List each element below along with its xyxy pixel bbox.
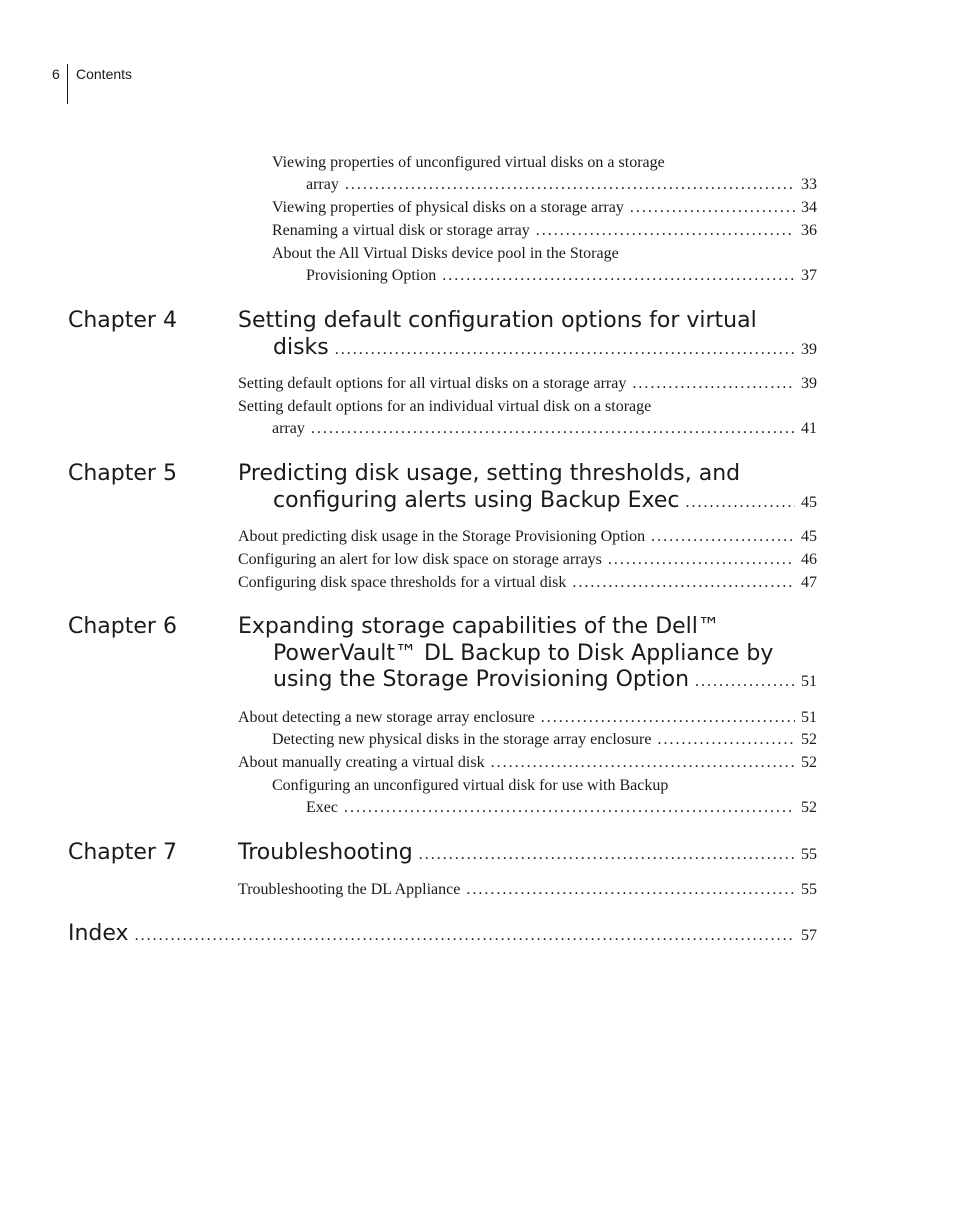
toc-entry[interactable] xyxy=(238,879,817,901)
chapter-label: Chapter 4 xyxy=(68,308,177,333)
toc-entry[interactable] xyxy=(238,572,817,594)
dot-leader xyxy=(657,729,795,751)
dot-leader xyxy=(311,418,795,440)
toc-entry-last-line xyxy=(238,707,817,729)
toc-page-number: 47 xyxy=(801,574,817,591)
toc-entry-last-line xyxy=(272,174,817,196)
dot-leader xyxy=(135,927,795,945)
chapter-title-text: Predicting disk usage, setting thresholds, and xyxy=(238,461,741,486)
toc-page-number: 46 xyxy=(801,551,817,568)
chapter-title-last-line xyxy=(238,488,817,517)
toc-entry-text: About predicting disk usage in the Storage Provisioning Option xyxy=(238,528,646,545)
toc-entry[interactable] xyxy=(272,220,817,242)
toc-entry[interactable] xyxy=(238,526,817,548)
toc-entry-text: Detecting new physical disks in the storage array enclosure xyxy=(272,731,652,748)
toc-page-number: 41 xyxy=(801,420,817,437)
chapter-label: Chapter 6 xyxy=(68,614,177,639)
dot-leader xyxy=(632,373,795,395)
toc-entry-last-line xyxy=(238,572,817,594)
chapter-label: Chapter 5 xyxy=(68,461,177,486)
chapter-label: Chapter 7 xyxy=(68,840,177,865)
index-label: Index xyxy=(68,921,129,946)
chapter-title-last-line xyxy=(238,667,817,696)
toc-entry-last-line xyxy=(238,418,817,440)
toc-entry-text: Viewing properties of physical disks on a storage array xyxy=(272,199,624,216)
toc-page-number: 51 xyxy=(801,709,817,726)
toc-entry-text: About the All Virtual Disks device pool in the Storage xyxy=(272,245,619,262)
toc-entry-last-line xyxy=(272,797,817,819)
chapter-title-last-line xyxy=(238,840,817,869)
toc-entry[interactable] xyxy=(238,373,817,395)
dot-leader xyxy=(442,265,795,287)
toc-page-number: 34 xyxy=(801,199,817,216)
toc-entry[interactable] xyxy=(238,396,817,440)
dot-leader xyxy=(536,220,795,242)
chapter-title[interactable] xyxy=(238,461,817,516)
toc-entry-text: About manually creating a virtual disk xyxy=(238,754,485,771)
dot-leader xyxy=(541,707,795,729)
dot-leader xyxy=(695,669,795,696)
toc-entry-text: Provisioning Option xyxy=(306,267,437,284)
chapter-title-text: using the Storage Provisioning Option xyxy=(273,667,690,692)
toc-entry-last-line xyxy=(272,265,817,287)
toc-entry-text: About detecting a new storage array enclosure xyxy=(238,709,535,726)
dot-leader xyxy=(686,490,795,517)
chapter-title-text: disks xyxy=(273,334,329,360)
toc-page-number: 52 xyxy=(801,799,817,816)
chapter-page-number: 55 xyxy=(801,846,817,863)
toc-entry-text: Configuring an unconfigured virtual disk for use with Backup xyxy=(272,777,669,794)
toc-entry-text: Troubleshooting the DL Appliance xyxy=(238,881,461,898)
toc-entry-last-line xyxy=(238,549,817,571)
toc-entry[interactable] xyxy=(272,152,817,196)
dot-leader xyxy=(651,526,795,548)
toc-page-number: 52 xyxy=(801,754,817,771)
running-header-title: Contents xyxy=(76,66,133,82)
toc-page-number: 37 xyxy=(801,267,817,284)
chapter-title-last-line xyxy=(238,335,817,364)
toc-entry-last-line xyxy=(238,526,817,548)
toc-entry-text: array xyxy=(306,176,339,193)
toc-entry-last-line xyxy=(272,729,817,751)
toc-entry[interactable] xyxy=(272,243,817,287)
page-number: 6 xyxy=(52,66,60,82)
chapter-title-text: PowerVault™ DL Backup to Disk Appliance by xyxy=(273,640,774,666)
index-entry[interactable] xyxy=(68,921,817,946)
toc-page-number: 36 xyxy=(801,222,817,239)
chapter-title-text: Troubleshooting xyxy=(238,840,413,865)
dot-leader xyxy=(572,572,795,594)
toc-entry-text: Setting default options for an individual virtual disk on a storage xyxy=(238,398,652,415)
toc-entry-last-line xyxy=(272,197,817,219)
chapter-page-number: 45 xyxy=(801,493,817,511)
toc-page-number: 39 xyxy=(801,375,817,392)
dot-leader xyxy=(608,549,795,571)
toc-page-number: 33 xyxy=(801,176,817,193)
toc-entry[interactable] xyxy=(238,707,817,729)
chapter-title-text: Expanding storage capabilities of the Dell™ xyxy=(238,614,720,639)
dot-leader xyxy=(419,842,795,869)
toc-entry[interactable] xyxy=(272,775,817,819)
dot-leader xyxy=(345,174,795,196)
toc-page-number: 45 xyxy=(801,528,817,545)
chapter-title[interactable] xyxy=(238,840,817,869)
dot-leader xyxy=(630,197,795,219)
chapter-title[interactable] xyxy=(238,614,817,696)
toc-entry[interactable] xyxy=(238,549,817,571)
toc-entry-last-line xyxy=(238,752,817,774)
toc-entry-text: Configuring disk space thresholds for a virtual disk xyxy=(238,574,567,591)
chapter-page-number: 51 xyxy=(801,673,817,690)
toc-entry-text: Viewing properties of unconfigured virtual disks on a storage xyxy=(272,154,665,171)
toc-entry-text: Setting default options for all virtual disks on a storage array xyxy=(238,375,627,392)
chapter-page-number: 39 xyxy=(801,340,817,358)
chapter-title-text: Setting default configuration options for virtual xyxy=(238,308,757,333)
dot-leader xyxy=(466,879,795,901)
dot-leader xyxy=(491,752,795,774)
dot-leader xyxy=(335,337,795,364)
toc-entry-last-line xyxy=(238,879,817,901)
toc-entry-last-line xyxy=(238,373,817,395)
toc-entry-text: Configuring an alert for low disk space on storage arrays xyxy=(238,551,602,568)
toc-entry-last-line xyxy=(272,220,817,242)
toc-entry[interactable] xyxy=(272,197,817,219)
toc-page-number: 52 xyxy=(801,731,817,748)
chapter-title[interactable] xyxy=(238,308,817,363)
toc-entry-text: Exec xyxy=(306,799,338,816)
header-divider xyxy=(67,64,68,104)
toc-page-number: 55 xyxy=(801,881,817,898)
dot-leader xyxy=(344,797,795,819)
chapter-title-text: configuring alerts using Backup Exec xyxy=(273,487,680,513)
toc-entry[interactable] xyxy=(238,752,817,774)
toc-entry[interactable] xyxy=(272,729,817,751)
index-page-number: 57 xyxy=(801,927,817,944)
toc-entry-text: array xyxy=(272,420,305,437)
toc-entry-text: Renaming a virtual disk or storage array xyxy=(272,222,530,239)
